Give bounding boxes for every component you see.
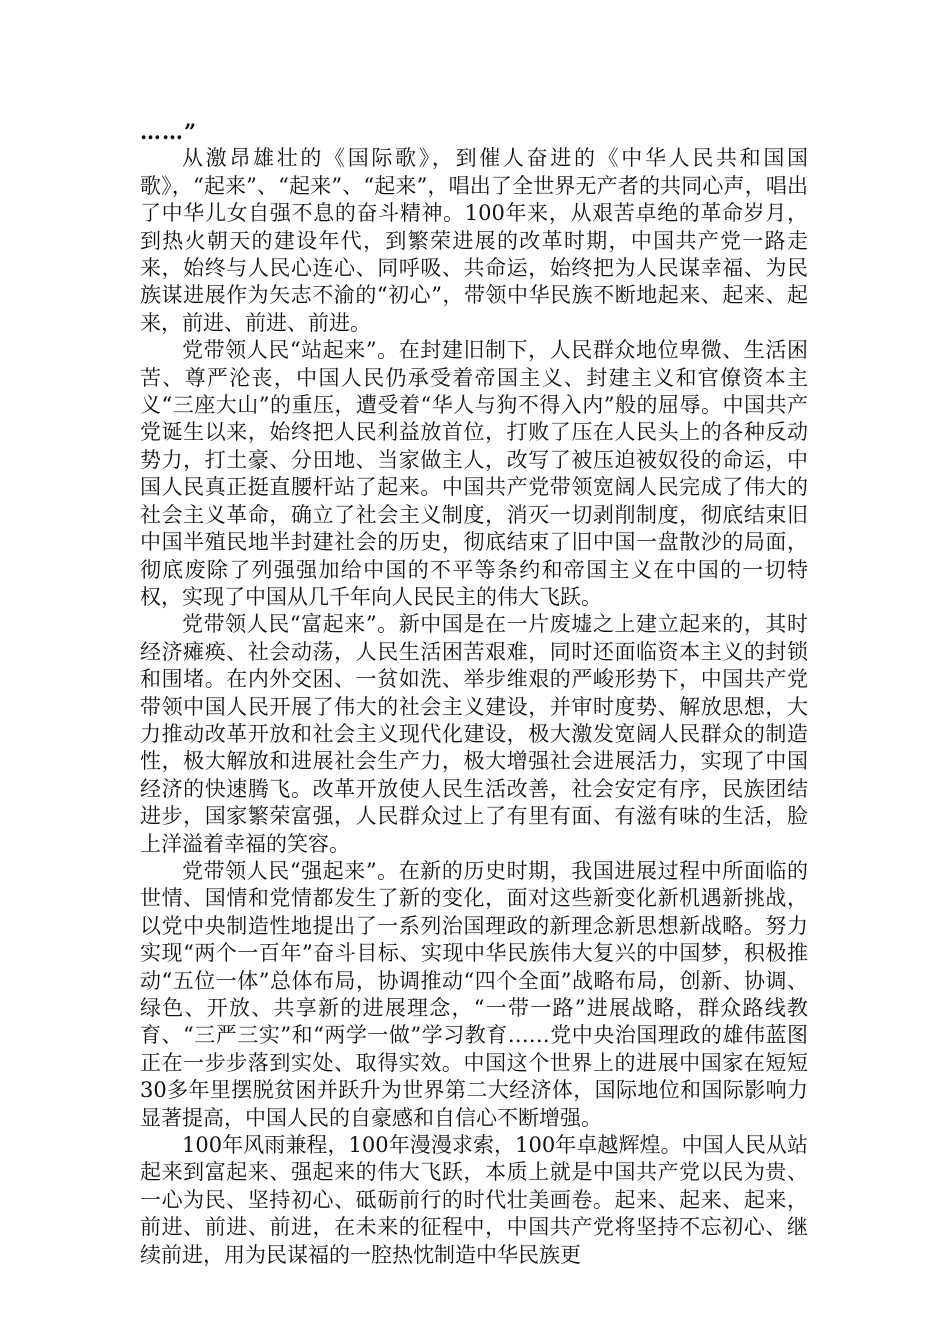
paragraph-conclusion: 100年风雨兼程，100年漫漫求索，100年卓越辉煌。中国人民从站起来到富起来、强起来的伟大飞跃，本质上就是中国共产党以民为贵、一心为民、坚持初心、砥砺前行的时代壮美画卷。起来、起来、起来，前进、前进、前进，在未来的征程中，中国共产党将坚持不忘初心、继续前进，用为民谋福的一腔热忱制造中华民族更 (140, 1133, 808, 1267)
paragraph-get-rich: 党带领人民“富起来”。新中国是在一片废墟之上建立起来的，其时经济瘫痪、社会动荡，人民生活困苦艰难，同时还面临资本主义的封锁和围堵。在内外交困、一贫如洗、举步维艰的严峻形势下，中国共产党带领中国人民开展了伟大的社会主义建设，并审时度势、解放思想，大力推动改革开放和社会主义现代化建设，极大激发宽阔人民群众的制造性，极大解放和进展社会生产力，极大增强社会进展活力，实现了中国经济的快速腾飞。改革开放使人民生活改善，社会安定有序，民族团结进步，国家繁荣富强，人民群众过上了有里有面、有滋有味的生活，脸上洋溢着幸福的笑容。 (140, 612, 808, 856)
paragraph-continuation: ……” (140, 119, 198, 144)
document-body (140, 118, 808, 1269)
paragraph-stand-up: 党带领人民“站起来”。在封建旧制下，人民群众地位卑微、生活困苦、尊严沦丧，中国人民仍承受着帝国主义、封建主义和官僚资本主义“三座大山”的重压，遭受着“华人与狗不得入内”般的屈辱。中国共产党诞生以来，始终把人民利益放首位，打败了压在人民头上的各种反动势力，打土豪、分田地、当家做主人，改写了被压迫被奴役的命运，中国人民真正挺直腰杆站了起来。中国共产党带领宽阔人民完成了伟大的社会主义革命，确立了社会主义制度，消灭一切剥削制度，彻底结束旧中国半殖民地半封建社会的历史，彻底结束了旧中国一盘散沙的局面，彻底废除了列强强加给中国的不平等条约和帝国主义在中国的一切特权，实现了中国从几千年向人民民主的伟大飞跃。 (140, 338, 808, 609)
paragraph-intro: 从激昂雄壮的《国际歌》，到催人奋进的《中华人民共和国国歌》，“起来”、“起来”、“起来”，唱出了全世界无产者的共同心声，唱出了中华儿女自强不息的奋斗精神。100年来，从艰苦卓绝的革命岁月，到热火朝天的建设年代，到繁荣进展的改革时期，中国共产党一路走来，始终与人民心连心、同呼吸、共命运，始终把为人民谋幸福、为民族谋进展作为矢志不渝的“初心”，带领中华民族不断地起来、起来、起来，前进、前进、前进。 (140, 146, 808, 335)
paragraph-become-strong: 党带领人民“强起来”。在新的历史时期，我国进展过程中所面临的世情、国情和党情都发生了新的变化，面对这些新变化新机遇新挑战，以党中央制造性地提出了一系列治国理政的新理念新思想新战略。努力实现“两个一百年”奋斗目标、实现中华民族伟大复兴的中国梦，积极推动“五位一体”总体布局，协调推动“四个全面”战略布局，创新、协调、绿色、开放、共享新的进展理念，“一带一路”进展战略，群众路线教育、“三严三实”和“两学一做”学习教育……党中央治国理政的雄伟蓝图正在一步步落到实处、取得实效。中国这个世界上的进展中国家在短短30多年里摆脱贫困并跃升为世界第二大经济体，国际地位和国际影响力显著提高，中国人民的自豪感和自信心不断增强。 (140, 858, 808, 1130)
